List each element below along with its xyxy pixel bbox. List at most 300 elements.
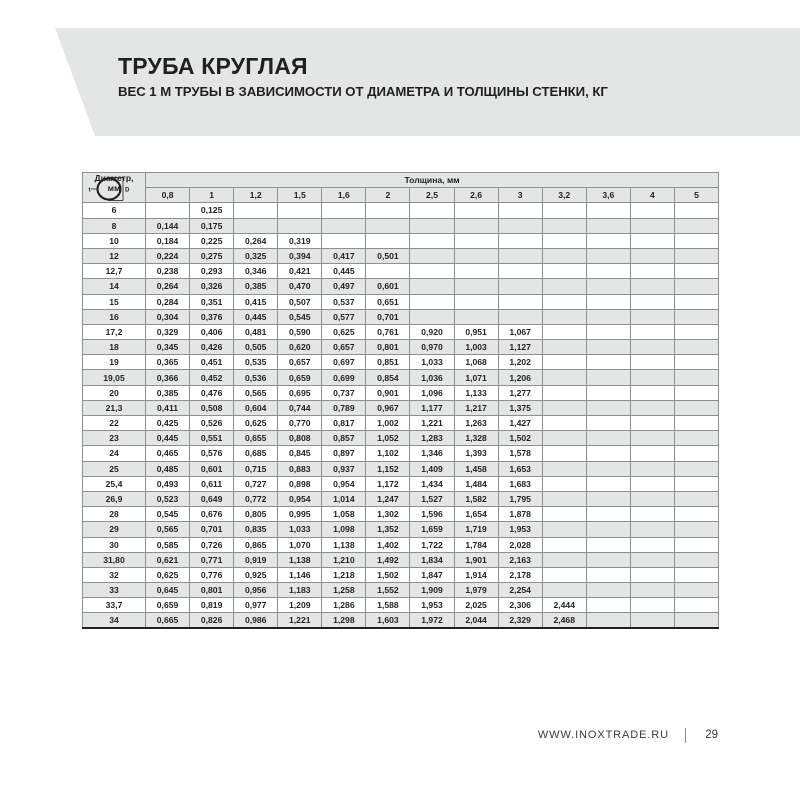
weight-cell: 0,701 [366, 309, 410, 324]
weight-cell: 0,625 [234, 416, 278, 431]
table-row [83, 248, 719, 263]
weight-cell: 1,352 [366, 522, 410, 537]
weight-cell: 0,737 [322, 385, 366, 400]
weight-cell: 1,302 [366, 507, 410, 522]
weight-cell: 1,263 [454, 416, 498, 431]
weight-cell [586, 324, 630, 339]
weight-cell: 1,070 [278, 537, 322, 552]
row-diameter-label: 23 [83, 431, 146, 446]
weight-cell: 0,293 [190, 264, 234, 279]
row-diameter-label: 19 [83, 355, 146, 370]
weight-cell [586, 522, 630, 537]
weight-cell [542, 537, 586, 552]
weight-cell: 1,138 [278, 552, 322, 567]
weight-cell: 0,329 [146, 324, 190, 339]
weight-cell [674, 279, 718, 294]
weight-cell [674, 598, 718, 613]
weight-cell: 0,954 [322, 476, 366, 491]
weight-cell: 0,415 [234, 294, 278, 309]
weight-cell: 1,588 [366, 598, 410, 613]
weight-cell [586, 218, 630, 233]
weight-cell: 0,956 [234, 583, 278, 598]
row-diameter-label: 6 [83, 203, 146, 218]
weight-cell [586, 446, 630, 461]
weight-cell: 0,826 [190, 613, 234, 628]
weight-cell: 0,505 [234, 340, 278, 355]
weight-cell: 0,620 [278, 340, 322, 355]
weight-cell: 1,098 [322, 522, 366, 537]
weight-cell [542, 567, 586, 582]
weight-cell: 0,625 [322, 324, 366, 339]
weight-cell: 0,937 [322, 461, 366, 476]
table-row [83, 264, 719, 279]
weight-cell: 1,209 [278, 598, 322, 613]
weight-cell [586, 598, 630, 613]
row-diameter-label: 21,3 [83, 400, 146, 415]
weight-cell [542, 491, 586, 506]
weight-cell: 0,264 [234, 233, 278, 248]
weight-cell: 0,695 [278, 385, 322, 400]
table-row [83, 598, 719, 613]
weight-cell [542, 340, 586, 355]
weight-cell: 0,585 [146, 537, 190, 552]
weight-cell: 0,655 [234, 431, 278, 446]
weight-cell [674, 431, 718, 446]
weight-cell: 2,329 [498, 613, 542, 628]
weight-cell: 0,901 [366, 385, 410, 400]
weight-cell: 0,345 [146, 340, 190, 355]
weight-cell: 0,411 [146, 400, 190, 415]
weight-cell: 1,972 [410, 613, 454, 628]
weight-cell: 1,346 [410, 446, 454, 461]
table-row [83, 446, 719, 461]
thickness-column-header-11: 4 [630, 188, 674, 203]
weight-cell: 0,144 [146, 218, 190, 233]
weight-cell: 1,909 [410, 583, 454, 598]
row-diameter-label: 16 [83, 309, 146, 324]
table-row [83, 507, 719, 522]
weight-cell: 1,409 [410, 461, 454, 476]
weight-cell: 0,565 [234, 385, 278, 400]
weight-cell: 0,776 [190, 567, 234, 582]
weight-cell [542, 552, 586, 567]
table-row [83, 537, 719, 552]
weight-cell [630, 340, 674, 355]
weight-cell: 1,221 [278, 613, 322, 628]
row-diameter-label: 20 [83, 385, 146, 400]
weight-cell: 1,653 [498, 461, 542, 476]
weight-cell [410, 203, 454, 218]
weight-cell: 0,701 [190, 522, 234, 537]
weight-cell: 0,284 [146, 294, 190, 309]
weight-cell: 0,657 [322, 340, 366, 355]
weight-cell [674, 491, 718, 506]
weight-cell: 0,601 [366, 279, 410, 294]
table-row [83, 416, 719, 431]
weight-cell: 1,127 [498, 340, 542, 355]
weight-cell [586, 491, 630, 506]
weight-cell: 0,715 [234, 461, 278, 476]
weight-cell [586, 370, 630, 385]
weight-cell: 0,801 [190, 583, 234, 598]
weight-cell: 0,590 [278, 324, 322, 339]
weight-cell [498, 294, 542, 309]
weight-cell [674, 264, 718, 279]
weight-cell: 0,537 [322, 294, 366, 309]
thickness-column-header-3: 1,5 [278, 188, 322, 203]
weight-cell [586, 203, 630, 218]
weight-cell [630, 461, 674, 476]
weight-cell: 1,552 [366, 583, 410, 598]
weight-cell: 0,304 [146, 309, 190, 324]
weight-cell: 0,676 [190, 507, 234, 522]
weight-cell: 1,206 [498, 370, 542, 385]
weight-cell [542, 431, 586, 446]
weight-cell: 0,523 [146, 491, 190, 506]
weight-cell: 1,138 [322, 537, 366, 552]
weight-cell [234, 203, 278, 218]
weight-cell: 1,221 [410, 416, 454, 431]
table-row [83, 340, 719, 355]
page-subtitle: ВЕС 1 М ТРУБЫ В ЗАВИСИМОСТИ ОТ ДИАМЕТРА И ТОЛЩИНЫ СТЕНКИ, КГ [118, 83, 608, 99]
weight-cell [454, 309, 498, 324]
weight-cell: 0,651 [366, 294, 410, 309]
weight-cell: 0,445 [234, 309, 278, 324]
weight-cell: 1,603 [366, 613, 410, 628]
weight-cell: 0,621 [146, 552, 190, 567]
row-diameter-label: 25 [83, 461, 146, 476]
weight-cell [454, 218, 498, 233]
weight-cell [674, 476, 718, 491]
weight-cell: 1,847 [410, 567, 454, 582]
weight-cell [630, 507, 674, 522]
weight-cell [674, 340, 718, 355]
weight-cell [454, 294, 498, 309]
weight-cell [630, 294, 674, 309]
pipe-weight-table [82, 172, 719, 629]
row-diameter-label: 25,4 [83, 476, 146, 491]
weight-cell: 1,878 [498, 507, 542, 522]
weight-cell [674, 567, 718, 582]
weight-cell [586, 309, 630, 324]
weight-cell: 0,805 [234, 507, 278, 522]
weight-cell [366, 264, 410, 279]
weight-cell: 1,146 [278, 567, 322, 582]
weight-cell: 0,476 [190, 385, 234, 400]
row-diameter-label: 14 [83, 279, 146, 294]
weight-cell: 0,951 [454, 324, 498, 339]
weight-cell [674, 400, 718, 415]
thickness-group-header: Толщина, мм [146, 173, 719, 188]
weight-cell [586, 400, 630, 415]
weight-cell [586, 431, 630, 446]
weight-cell: 1,014 [322, 491, 366, 506]
weight-cell [542, 294, 586, 309]
weight-cell [542, 400, 586, 415]
weight-cell: 0,761 [366, 324, 410, 339]
weight-cell [630, 491, 674, 506]
weight-cell [278, 203, 322, 218]
weight-cell: 0,726 [190, 537, 234, 552]
weight-cell: 1,033 [278, 522, 322, 537]
weight-cell [410, 294, 454, 309]
weight-cell [674, 461, 718, 476]
weight-cell: 0,986 [234, 613, 278, 628]
weight-cell: 1,283 [410, 431, 454, 446]
weight-cell: 1,210 [322, 552, 366, 567]
weight-cell: 2,468 [542, 613, 586, 628]
weight-cell: 0,977 [234, 598, 278, 613]
thickness-column-header-12: 5 [674, 188, 718, 203]
weight-cell: 0,919 [234, 552, 278, 567]
weight-cell: 0,645 [146, 583, 190, 598]
weight-cell: 1,247 [366, 491, 410, 506]
weight-cell: 0,445 [322, 264, 366, 279]
weight-cell [234, 218, 278, 233]
weight-cell [630, 233, 674, 248]
weight-cell: 2,306 [498, 598, 542, 613]
weight-cell: 0,576 [190, 446, 234, 461]
weight-cell: 1,434 [410, 476, 454, 491]
weight-cell [630, 598, 674, 613]
table-row [83, 522, 719, 537]
weight-cell: 1,217 [454, 400, 498, 415]
weight-cell [454, 279, 498, 294]
weight-cell: 0,545 [146, 507, 190, 522]
row-diameter-label: 15 [83, 294, 146, 309]
weight-cell: 0,481 [234, 324, 278, 339]
weight-cell [542, 218, 586, 233]
thickness-column-header-6: 2,5 [410, 188, 454, 203]
weight-cell [630, 385, 674, 400]
thickness-column-header-8: 3 [498, 188, 542, 203]
weight-cell [674, 537, 718, 552]
weight-cell [586, 613, 630, 628]
weight-cell [630, 309, 674, 324]
weight-cell [674, 613, 718, 628]
weight-cell: 0,970 [410, 340, 454, 355]
weight-cell [586, 476, 630, 491]
weight-cell [586, 416, 630, 431]
weight-cell: 0,536 [234, 370, 278, 385]
weight-cell: 1,722 [410, 537, 454, 552]
weight-cell: 1,298 [322, 613, 366, 628]
weight-cell: 0,238 [146, 264, 190, 279]
weight-cell [586, 294, 630, 309]
table-row [83, 233, 719, 248]
weight-cell: 0,995 [278, 507, 322, 522]
weight-cell [366, 203, 410, 218]
thickness-column-header-5: 2 [366, 188, 410, 203]
table-row [83, 613, 719, 628]
weight-cell: 0,526 [190, 416, 234, 431]
row-diameter-label: 29 [83, 522, 146, 537]
weight-cell: 0,854 [366, 370, 410, 385]
weight-cell [674, 416, 718, 431]
weight-cell: 0,470 [278, 279, 322, 294]
weight-cell [630, 431, 674, 446]
table-row [83, 583, 719, 598]
weight-cell [366, 218, 410, 233]
weight-cell [542, 264, 586, 279]
weight-cell: 0,835 [234, 522, 278, 537]
weight-cell [630, 476, 674, 491]
weight-cell: 0,425 [146, 416, 190, 431]
weight-cell: 0,445 [146, 431, 190, 446]
weight-cell: 1,202 [498, 355, 542, 370]
weight-cell [498, 218, 542, 233]
weight-cell [630, 203, 674, 218]
weight-cell [410, 264, 454, 279]
weight-cell: 0,365 [146, 355, 190, 370]
weight-cell: 0,817 [322, 416, 366, 431]
weight-cell: 0,545 [278, 309, 322, 324]
row-diameter-label: 24 [83, 446, 146, 461]
weight-cell: 1,067 [498, 324, 542, 339]
table-row [83, 431, 719, 446]
weight-cell: 0,727 [234, 476, 278, 491]
weight-cell: 0,394 [278, 248, 322, 263]
weight-cell: 0,865 [234, 537, 278, 552]
weight-cell [498, 264, 542, 279]
weight-cell: 1,003 [454, 340, 498, 355]
weight-cell: 0,883 [278, 461, 322, 476]
weight-cell: 1,953 [410, 598, 454, 613]
weight-cell [630, 370, 674, 385]
svg-text:t: t [88, 187, 91, 194]
weight-cell: 0,819 [190, 598, 234, 613]
weight-cell [454, 203, 498, 218]
row-diameter-label: 12 [83, 248, 146, 263]
weight-cell [542, 324, 586, 339]
weight-cell [586, 340, 630, 355]
table-body [83, 203, 719, 628]
table-row [83, 567, 719, 582]
weight-cell [586, 567, 630, 582]
row-diameter-label: 32 [83, 567, 146, 582]
weight-cell [542, 522, 586, 537]
weight-cell: 1,582 [454, 491, 498, 506]
table-row [83, 476, 719, 491]
weight-cell: 1,492 [366, 552, 410, 567]
thickness-column-header-10: 3,6 [586, 188, 630, 203]
weight-cell [674, 233, 718, 248]
weight-cell: 0,659 [278, 370, 322, 385]
weight-cell: 1,914 [454, 567, 498, 582]
weight-cell: 1,068 [454, 355, 498, 370]
weight-cell: 2,163 [498, 552, 542, 567]
table-row [83, 324, 719, 339]
table-row [83, 203, 719, 218]
weight-cell: 0,604 [234, 400, 278, 415]
weight-cell: 1,183 [278, 583, 322, 598]
weight-cell: 1,458 [454, 461, 498, 476]
weight-cell [674, 294, 718, 309]
weight-cell [630, 248, 674, 263]
weight-cell [542, 416, 586, 431]
footer-divider [685, 728, 686, 743]
weight-cell: 0,657 [278, 355, 322, 370]
diameter-header-cell [83, 173, 146, 203]
weight-cell [586, 279, 630, 294]
table-row [83, 279, 719, 294]
table-head [83, 173, 719, 203]
weight-cell: 2,044 [454, 613, 498, 628]
weight-cell: 1,286 [322, 598, 366, 613]
weight-cell: 0,485 [146, 461, 190, 476]
weight-cell: 2,254 [498, 583, 542, 598]
weight-cell: 0,385 [146, 385, 190, 400]
diameter-header-label-line1: Диаметр, [94, 173, 134, 183]
weight-cell: 0,346 [234, 264, 278, 279]
weight-cell: 1,102 [366, 446, 410, 461]
weight-cell: 1,058 [322, 507, 366, 522]
weight-cell [410, 248, 454, 263]
weight-cell [586, 537, 630, 552]
weight-cell: 0,851 [366, 355, 410, 370]
weight-cell: 0,898 [278, 476, 322, 491]
weight-cell: 0,452 [190, 370, 234, 385]
weight-cell: 0,501 [366, 248, 410, 263]
weight-cell: 0,789 [322, 400, 366, 415]
weight-cell [542, 476, 586, 491]
weight-cell: 1,901 [454, 552, 498, 567]
weight-cell: 1,177 [410, 400, 454, 415]
weight-cell [674, 355, 718, 370]
weight-cell: 0,697 [322, 355, 366, 370]
weight-cell: 1,502 [366, 567, 410, 582]
weight-cell [542, 233, 586, 248]
weight-cell [630, 567, 674, 582]
row-diameter-label: 34 [83, 613, 146, 628]
weight-cell [498, 309, 542, 324]
weight-cell: 1,258 [322, 583, 366, 598]
weight-cell [674, 309, 718, 324]
weight-cell: 0,421 [278, 264, 322, 279]
weight-cell: 1,172 [366, 476, 410, 491]
weight-cell [542, 370, 586, 385]
pipe-weight-table-container [82, 172, 718, 629]
weight-cell: 1,033 [410, 355, 454, 370]
weight-cell [674, 507, 718, 522]
weight-cell: 0,426 [190, 340, 234, 355]
weight-cell [586, 264, 630, 279]
weight-cell [146, 203, 190, 218]
row-diameter-label: 28 [83, 507, 146, 522]
weight-cell [410, 309, 454, 324]
weight-cell: 0,326 [190, 279, 234, 294]
weight-cell [542, 203, 586, 218]
weight-cell [630, 537, 674, 552]
weight-cell: 2,025 [454, 598, 498, 613]
weight-cell [674, 203, 718, 218]
weight-cell [630, 552, 674, 567]
weight-cell: 1,002 [366, 416, 410, 431]
weight-cell: 0,611 [190, 476, 234, 491]
weight-cell [674, 248, 718, 263]
footer-website[interactable]: WWW.INOXTRADE.RU [537, 729, 669, 741]
weight-cell: 1,393 [454, 446, 498, 461]
weight-cell [630, 279, 674, 294]
weight-cell [542, 507, 586, 522]
page-title: ТРУБА КРУГЛАЯ [118, 53, 308, 79]
weight-cell [498, 279, 542, 294]
weight-cell [674, 385, 718, 400]
weight-cell: 0,497 [322, 279, 366, 294]
weight-cell [498, 203, 542, 218]
weight-cell [630, 264, 674, 279]
weight-cell: 0,508 [190, 400, 234, 415]
